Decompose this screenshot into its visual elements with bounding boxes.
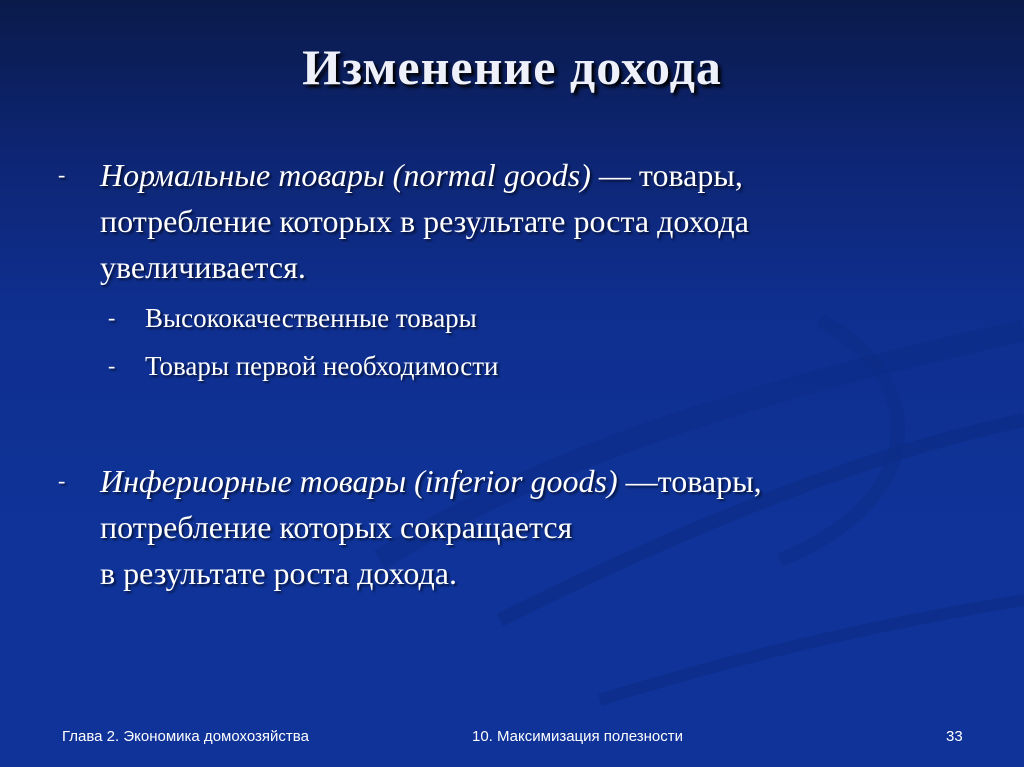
sub-bullet-dash: -	[108, 353, 116, 378]
sub-item-necessities: Товары первой необходимости	[145, 351, 499, 381]
slide-title: Изменение дохода	[302, 39, 722, 95]
bullet-dash: -	[58, 162, 66, 187]
definition-text: увеличивается.	[100, 249, 306, 285]
footer-section: 10. Максимизация полезности	[472, 728, 683, 745]
term-normal-goods: Нормальные товары (normal goods)	[100, 157, 591, 193]
definition-text: — товары,	[590, 157, 743, 193]
definition-text: —товары,	[617, 463, 762, 499]
bullet-inferior-goods	[58, 458, 762, 596]
definition-text: в результате роста дохода.	[100, 555, 457, 591]
sub-bullet-dash: -	[108, 305, 116, 330]
bullet-normal-goods	[58, 152, 749, 390]
definition-text: потребление которых в результате роста дохода	[100, 203, 749, 239]
footer-page-number: 33	[946, 728, 963, 745]
term-inferior-goods: Инфериорные товары (inferior goods)	[100, 463, 618, 499]
sub-item-high-quality-goods: Высококачественные товары	[145, 303, 477, 333]
bullet-dash: -	[58, 468, 66, 493]
definition-text: потребление которых сокращается	[100, 509, 573, 545]
footer-chapter: Глава 2. Экономика домохозяйства	[62, 728, 309, 745]
